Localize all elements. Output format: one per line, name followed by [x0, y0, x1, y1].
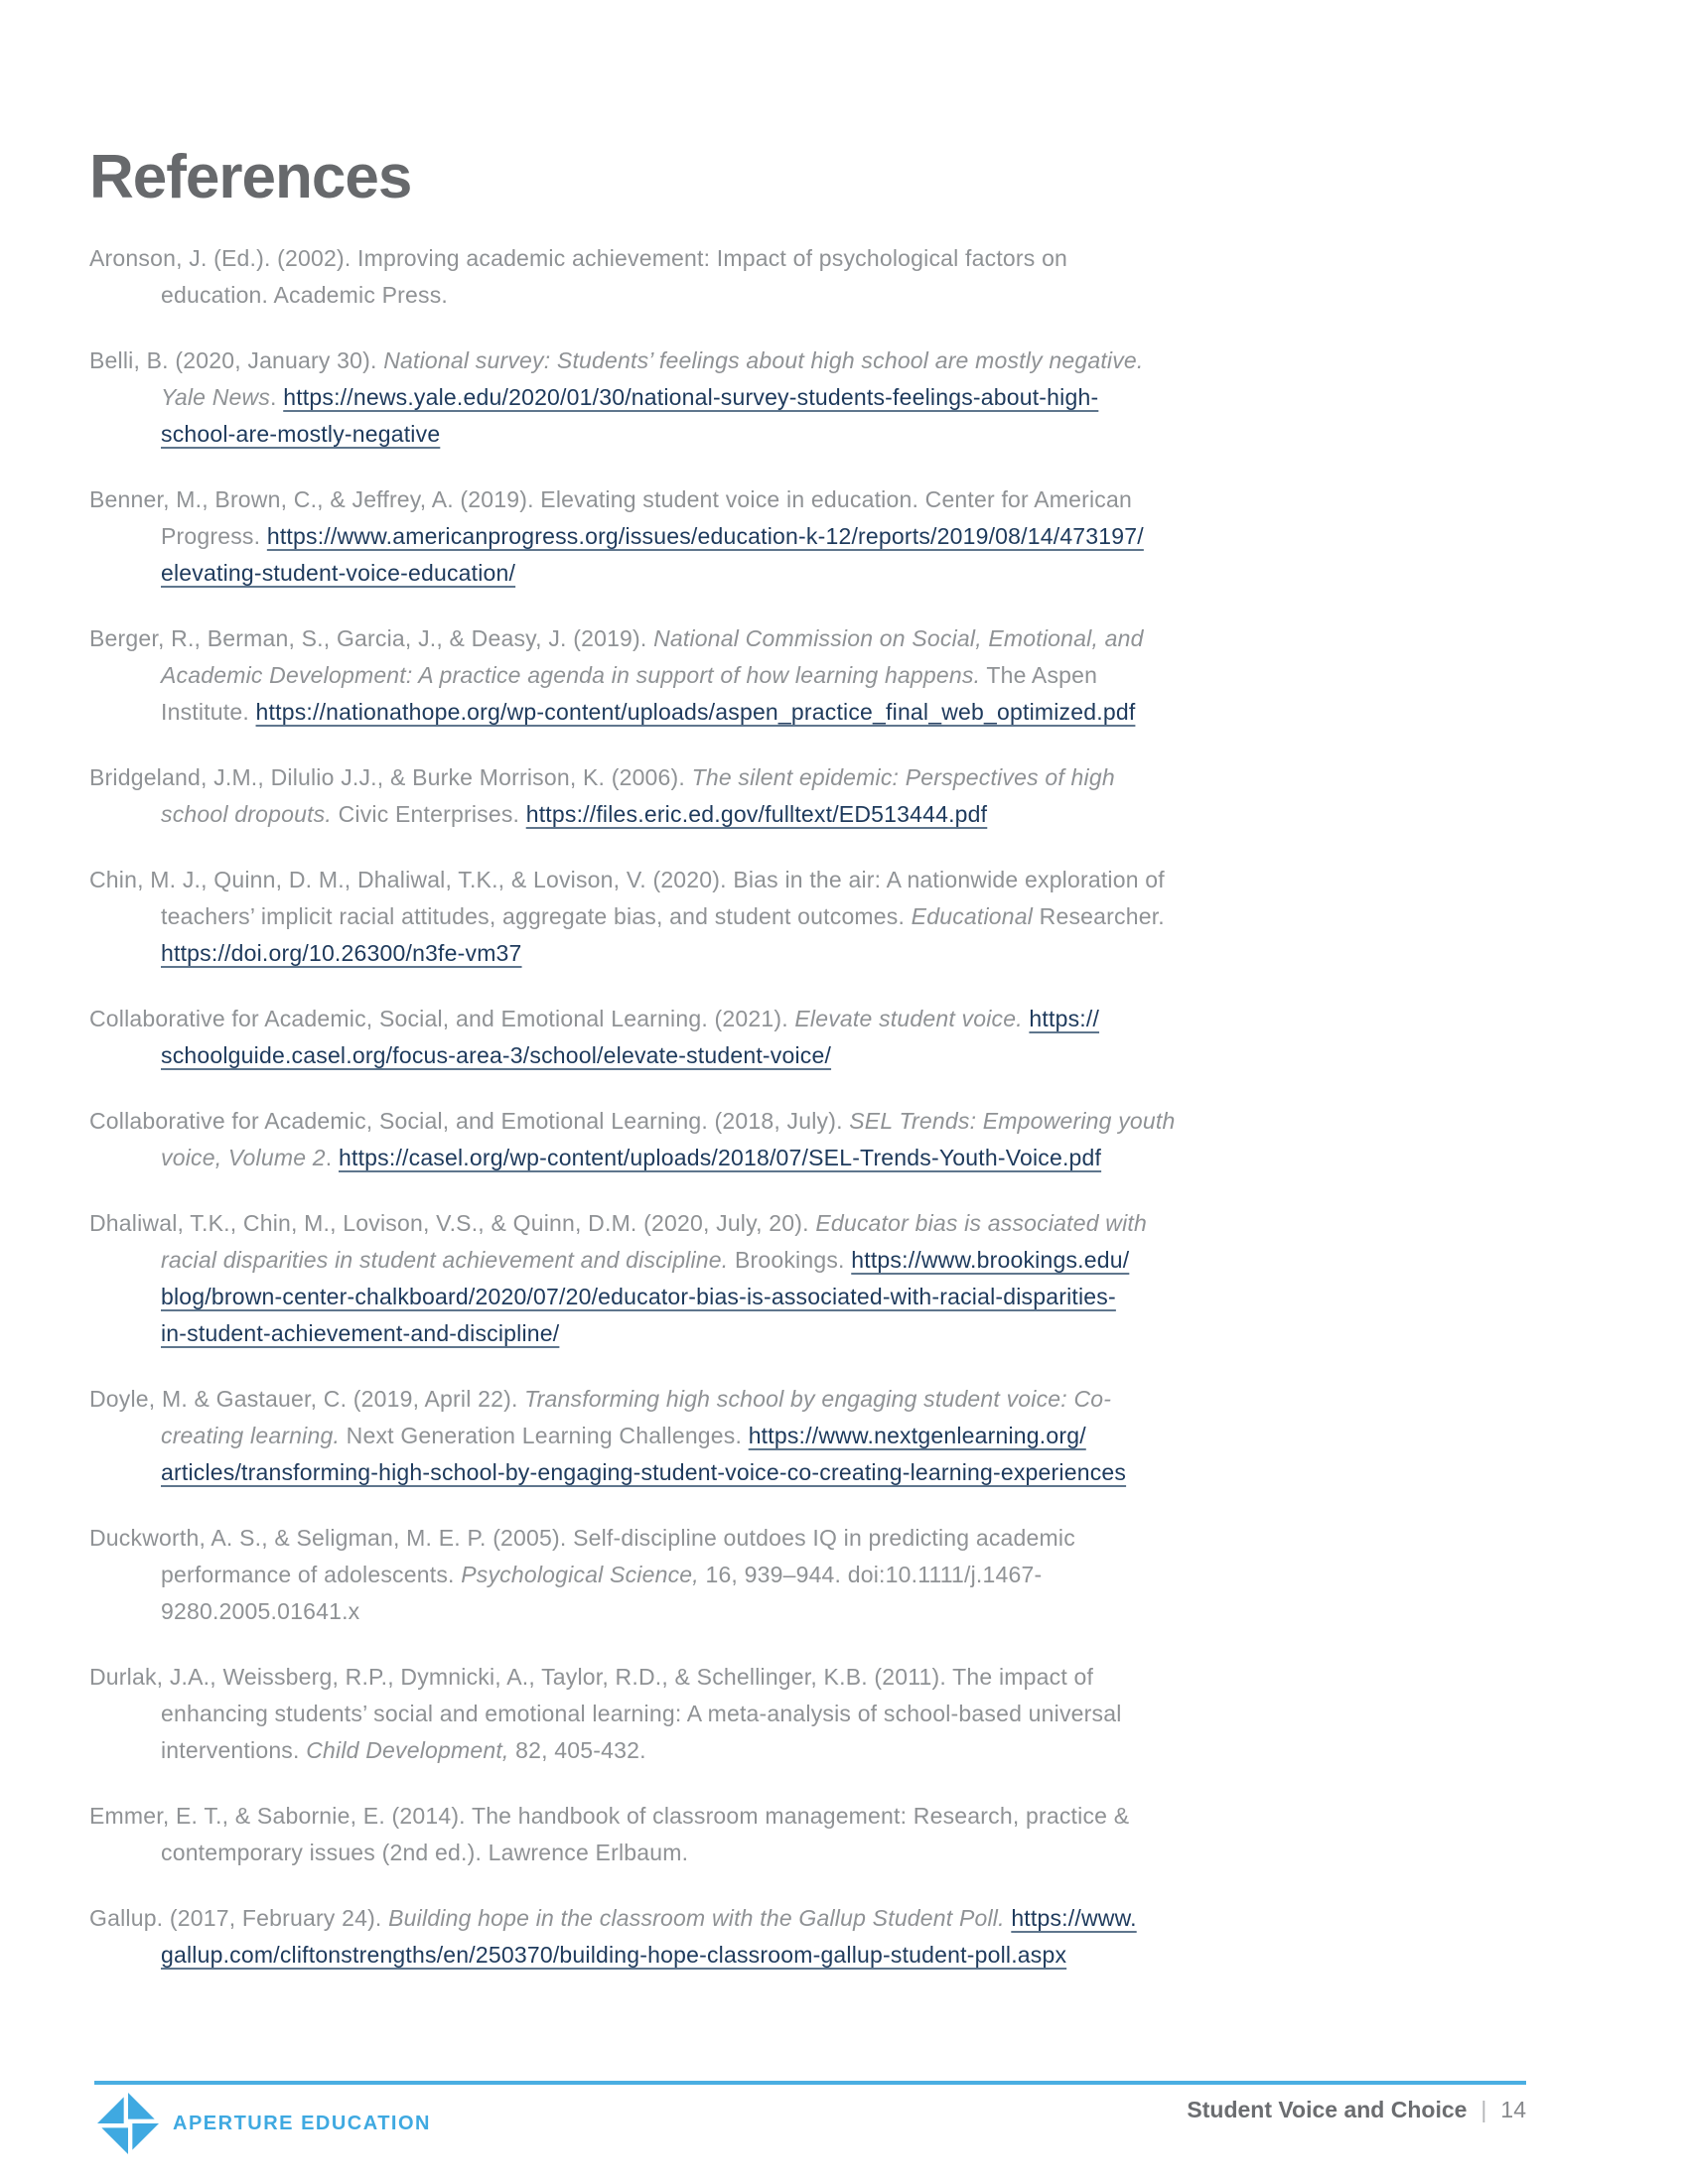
reference-text: Institute. [161, 699, 256, 725]
reference-text: 16, 939–944. doi:10.1111/j.1467- [698, 1562, 1043, 1587]
reference-text: Psychological Science, [461, 1562, 699, 1587]
aperture-logo-icon [97, 2093, 159, 2154]
reference-text: Berger, R., Berman, S., Garcia, J., & Deasy, J. (2019). [89, 625, 654, 651]
reference-entry [89, 620, 1539, 731]
reference-entry [89, 240, 1539, 314]
reference-line [89, 342, 1539, 379]
reference-text: racial disparities in student achievement and discipline. [161, 1247, 729, 1273]
reference-entry [89, 1900, 1539, 1974]
footer-page-number: 14 [1500, 2097, 1526, 2122]
reference-text: The Aspen [980, 662, 1098, 688]
reference-text: Researcher. [1033, 903, 1165, 929]
reference-text: Durlak, J.A., Weissberg, R.P., Dymnicki, A., Taylor, R.D., & Schellinger, K.B. (2011). The impact of [89, 1664, 1094, 1690]
page-content [89, 143, 1539, 2002]
reference-text: Gallup. (2017, February 24). [89, 1905, 389, 1931]
reference-text: Civic Enterprises. [331, 801, 526, 827]
reference-text: Duckworth, A. S., & Seligman, M. E. P. (2005). Self-discipline outdoes IQ in predicting academic [89, 1525, 1075, 1551]
reference-entry [89, 342, 1539, 453]
reference-entry [89, 1659, 1539, 1769]
footer-separator: | [1480, 2097, 1487, 2122]
reference-text: Brookings. [728, 1247, 852, 1273]
reference-line [89, 1205, 1539, 1242]
reference-text: National Commission on Social, Emotional, and [653, 625, 1144, 651]
reference-line [89, 898, 1539, 935]
reference-line [89, 240, 1539, 277]
reference-text: interventions. [161, 1737, 307, 1763]
reference-text: Building hope in the classroom with the Gallup Student Poll. [388, 1905, 1005, 1931]
reference-text: 82, 405-432. [508, 1737, 646, 1763]
reference-text: SEL Trends: Empowering youth [849, 1108, 1176, 1134]
reference-link[interactable]: https://files.eric.ed.gov/fulltext/ED513444.pdf [525, 801, 988, 827]
reference-line [89, 1835, 1539, 1871]
reference-entry [89, 1520, 1539, 1630]
reference-line [89, 1593, 1539, 1630]
reference-text: education. Academic Press. [161, 282, 449, 308]
reference-line [89, 1315, 1539, 1352]
reference-entry [89, 759, 1539, 833]
reference-entry [89, 1381, 1539, 1491]
aperture-logo-text: APERTURE EDUCATION [173, 2112, 431, 2134]
reference-line [89, 1242, 1539, 1279]
reference-line [89, 1659, 1539, 1696]
reference-line [89, 1381, 1539, 1418]
reference-link[interactable]: https://www.americanprogress.org/issues/education-k-12/reports/2019/08/14/473197/ [266, 523, 1144, 549]
reference-text: voice, Volume 2 [161, 1145, 326, 1170]
reference-line [89, 796, 1539, 833]
reference-line [89, 1103, 1539, 1140]
reference-text: Chin, M. J., Quinn, D. M., Dhaliwal, T.K., & Lovison, V. (2020). Bias in the air: A nationwide exploration of [89, 867, 1165, 892]
footer-logo [97, 2093, 431, 2154]
footer-doc-title: Student Voice and Choice [1187, 2097, 1468, 2122]
reference-line [89, 1418, 1539, 1454]
reference-line [89, 694, 1539, 731]
reference-entry [89, 1001, 1539, 1074]
reference-link[interactable]: https://www.nextgenlearning.org/ [748, 1423, 1086, 1448]
reference-link[interactable]: https://nationathope.org/wp-content/uploads/aspen_practice_final_web_optimized.pdf [255, 699, 1136, 725]
reference-line [89, 481, 1539, 518]
reference-line [89, 555, 1539, 592]
reference-text: Yale News [161, 384, 271, 410]
reference-link[interactable]: gallup.com/cliftonstrengths/en/250370/building-hope-classroom-gallup-student-poll.aspx [161, 1942, 1067, 1968]
reference-text: Aronson, J. (Ed.). (2002). Improving academic achievement: Impact of psychological factors on [89, 245, 1068, 271]
reference-line [89, 657, 1539, 694]
reference-text: Doyle, M. & Gastauer, C. (2019, April 22). [89, 1386, 525, 1412]
reference-line [89, 1037, 1539, 1074]
reference-text: Elevate student voice. [794, 1006, 1023, 1031]
reference-line [89, 1696, 1539, 1732]
reference-line [89, 1798, 1539, 1835]
reference-link[interactable]: elevating-student-voice-education/ [161, 560, 516, 586]
reference-line [89, 379, 1539, 416]
reference-link[interactable]: schoolguide.casel.org/focus-area-3/school/elevate-student-voice/ [161, 1042, 832, 1068]
reference-link[interactable]: https://news.yale.edu/2020/01/30/national-survey-students-feelings-about-high- [283, 384, 1099, 410]
reference-text: Emmer, E. T., & Sabornie, E. (2014). The handbook of classroom management: Research, practice & [89, 1803, 1130, 1829]
reference-link[interactable]: articles/transforming-high-school-by-engaging-student-voice-co-creating-learning-experiences [161, 1459, 1127, 1485]
reference-line [89, 1001, 1539, 1037]
reference-text: Dhaliwal, T.K., Chin, M., Lovison, V.S., & Quinn, D.M. (2020, July, 20). [89, 1210, 816, 1236]
reference-text: Collaborative for Academic, Social, and Emotional Learning. (2018, July). [89, 1108, 850, 1134]
reference-line [89, 759, 1539, 796]
reference-link[interactable]: blog/brown-center-chalkboard/2020/07/20/educator-bias-is-associated-with-racial-disparities- [161, 1284, 1116, 1309]
reference-text: The silent epidemic: Perspectives of high [691, 764, 1115, 790]
reference-entry [89, 1103, 1539, 1176]
reference-text: . [325, 1145, 339, 1170]
reference-text: creating learning. [161, 1423, 341, 1448]
footer-page-info [1187, 2097, 1526, 2123]
reference-line [89, 1454, 1539, 1491]
reference-line [89, 1900, 1539, 1937]
reference-link[interactable]: https://www.brookings.edu/ [851, 1247, 1130, 1273]
reference-text: Bridgeland, J.M., Dilulio J.J., & Burke Morrison, K. (2006). [89, 764, 692, 790]
references-list [89, 240, 1539, 1974]
reference-line [89, 518, 1539, 555]
reference-entry [89, 1205, 1539, 1352]
reference-text: teachers’ implicit racial attitudes, aggregate bias, and student outcomes. [161, 903, 912, 929]
reference-text: Next Generation Learning Challenges. [340, 1423, 749, 1448]
reference-line [89, 620, 1539, 657]
reference-link[interactable]: https://www. [1011, 1905, 1137, 1931]
reference-text: school dropouts. [161, 801, 332, 827]
reference-text: performance of adolescents. [161, 1562, 462, 1587]
reference-line [89, 862, 1539, 898]
page-title: References [89, 143, 412, 211]
reference-line [89, 1140, 1539, 1176]
reference-link[interactable]: https://casel.org/wp-content/uploads/2018/07/SEL-Trends-Youth-Voice.pdf [338, 1145, 1102, 1170]
reference-text: Educational [911, 903, 1034, 929]
reference-text: . [270, 384, 284, 410]
footer-divider [94, 2081, 1526, 2085]
reference-text: Progress. [161, 523, 267, 549]
reference-text: Child Development, [306, 1737, 509, 1763]
reference-text: 9280.2005.01641.x [161, 1598, 360, 1624]
reference-entry [89, 1798, 1539, 1871]
reference-entry [89, 862, 1539, 972]
reference-line [89, 935, 1539, 972]
reference-text: Collaborative for Academic, Social, and Emotional Learning. (2021). [89, 1006, 795, 1031]
reference-text: Belli, B. (2020, January 30). [89, 347, 384, 373]
reference-text: Benner, M., Brown, C., & Jeffrey, A. (2019). Elevating student voice in education. Center for American [89, 486, 1132, 512]
reference-line [89, 1732, 1539, 1769]
reference-link[interactable]: https://doi.org/10.26300/n3fe-vm37 [161, 940, 522, 966]
reference-text: Educator bias is associated with [815, 1210, 1148, 1236]
reference-line [89, 277, 1539, 314]
reference-entry [89, 481, 1539, 592]
reference-text: Transforming high school by engaging student voice: Co- [524, 1386, 1112, 1412]
reference-line [89, 416, 1539, 453]
reference-line [89, 1937, 1539, 1974]
reference-line [89, 1557, 1539, 1593]
reference-text: National survey: Students’ feelings about high school are mostly negative. [383, 347, 1144, 373]
reference-text: Academic Development: A practice agenda in support of how learning happens. [161, 662, 981, 688]
reference-line [89, 1520, 1539, 1557]
reference-link[interactable]: in-student-achievement-and-discipline/ [161, 1320, 560, 1346]
reference-text: enhancing students’ social and emotional learning: A meta-analysis of school-based universal [161, 1701, 1122, 1726]
reference-link[interactable]: school-are-mostly-negative [161, 421, 441, 447]
reference-link[interactable]: https:// [1029, 1006, 1100, 1031]
reference-text: contemporary issues (2nd ed.). Lawrence Erlbaum. [161, 1840, 689, 1865]
reference-line [89, 1279, 1539, 1315]
